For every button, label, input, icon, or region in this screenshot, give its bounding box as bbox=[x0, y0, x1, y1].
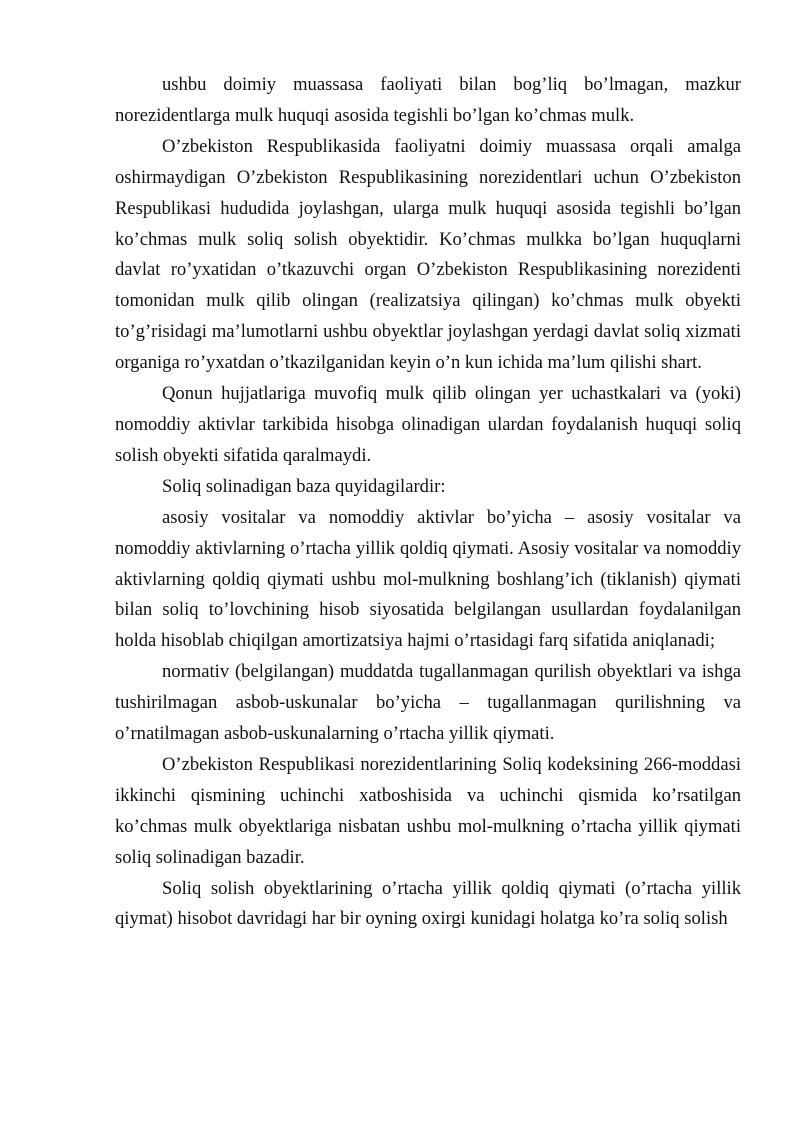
paragraph-2: O’zbekiston Respublikasida faoliyatni doimiy muassasa orqali amalga oshirmaydigan O’zbekiston Respublikasining norezidentlari uchun O’zbekiston Respublikasi hududida joylashgan, ularga mulk huquqi asosida tegishli bo’lgan ko’chmas mulk soliq solish obyektidir. Ko’chmas mulkka bo’lgan huquqlarni davlat ro’yxatidan o’tkazuvchi organ O’zbekiston Respublikasining norezidenti tomonidan mulk qilib olingan (realizatsiya qilingan) ko’chmas mulk obyekti to’g’risidagi ma’lumotlarni ushbu obyektlar joylashgan yerdagi davlat soliq xizmati organiga ro’yxatdan o’tkazilganidan keyin o’n kun ichida ma’lum qilishi shart. bbox=[115, 135, 741, 374]
paragraph-3: Qonun hujjatlariga muvofiq mulk qilib olingan yer uchastkalari va (yoki) nomoddiy aktivlar tarkibida hisobga olinadigan ulardan foydalanish huquqi soliq solish obyekti sifatida qaralmaydi. bbox=[115, 383, 741, 466]
paragraph-8: Soliq solish obyektlarining o’rtacha yillik qoldiq qiymati (o’rtacha yillik qiymat) hisobot davridagi har bir oyning oxirgi kunidagi holatga ko’ra soliq solish bbox=[115, 877, 741, 930]
paragraph-5: asosiy vositalar va nomoddiy aktivlar bo’yicha – asosiy vositalar va nomoddiy aktivlarning o’rtacha yillik qoldiq qiymati. Asosiy vositalar va nomoddiy aktivlarning qoldiq qiymati ushbu mol-mulkning boshlang’ich (tiklanish) qiymati bilan soliq to’lovchining hisob siyosatida belgilangan usullardan foydalanilgan holda hisoblab chiqilgan amortizatsiya hajmi o’rtasidagi farq sifatida aniqlanadi; bbox=[115, 506, 741, 652]
paragraph-4: Soliq solinadigan baza quyidagilardir: bbox=[162, 475, 446, 497]
document-page bbox=[115, 70, 741, 935]
paragraph-6: normativ (belgilangan) muddatda tugallanmagan qurilish obyektlari va ishga tushirilmagan asbob-uskunalar bo’yicha – tugallanmagan qurilishning va o’rnatilmagan asbob-uskunalarning o’rtacha yillik qiymati. bbox=[115, 661, 741, 745]
paragraph-7: O’zbekiston Respublikasi norezidentlarining Soliq kodeksining 266-moddasi ikkinchi qismining uchinchi xatboshisida va uchinchi qismida ko’rsatilgan ko’chmas mulk obyektlariga nisbatan ushbu mol-mulkning o’rtacha yillik qiymati soliq solinadigan bazadir. bbox=[115, 753, 741, 868]
paragraph-1: ushbu doimiy muassasa faoliyati bilan bog’liq bo’lmagan, mazkur norezidentlarga mulk huquqi asosida tegishli bo’lgan ko’chmas mulk. bbox=[115, 74, 741, 126]
